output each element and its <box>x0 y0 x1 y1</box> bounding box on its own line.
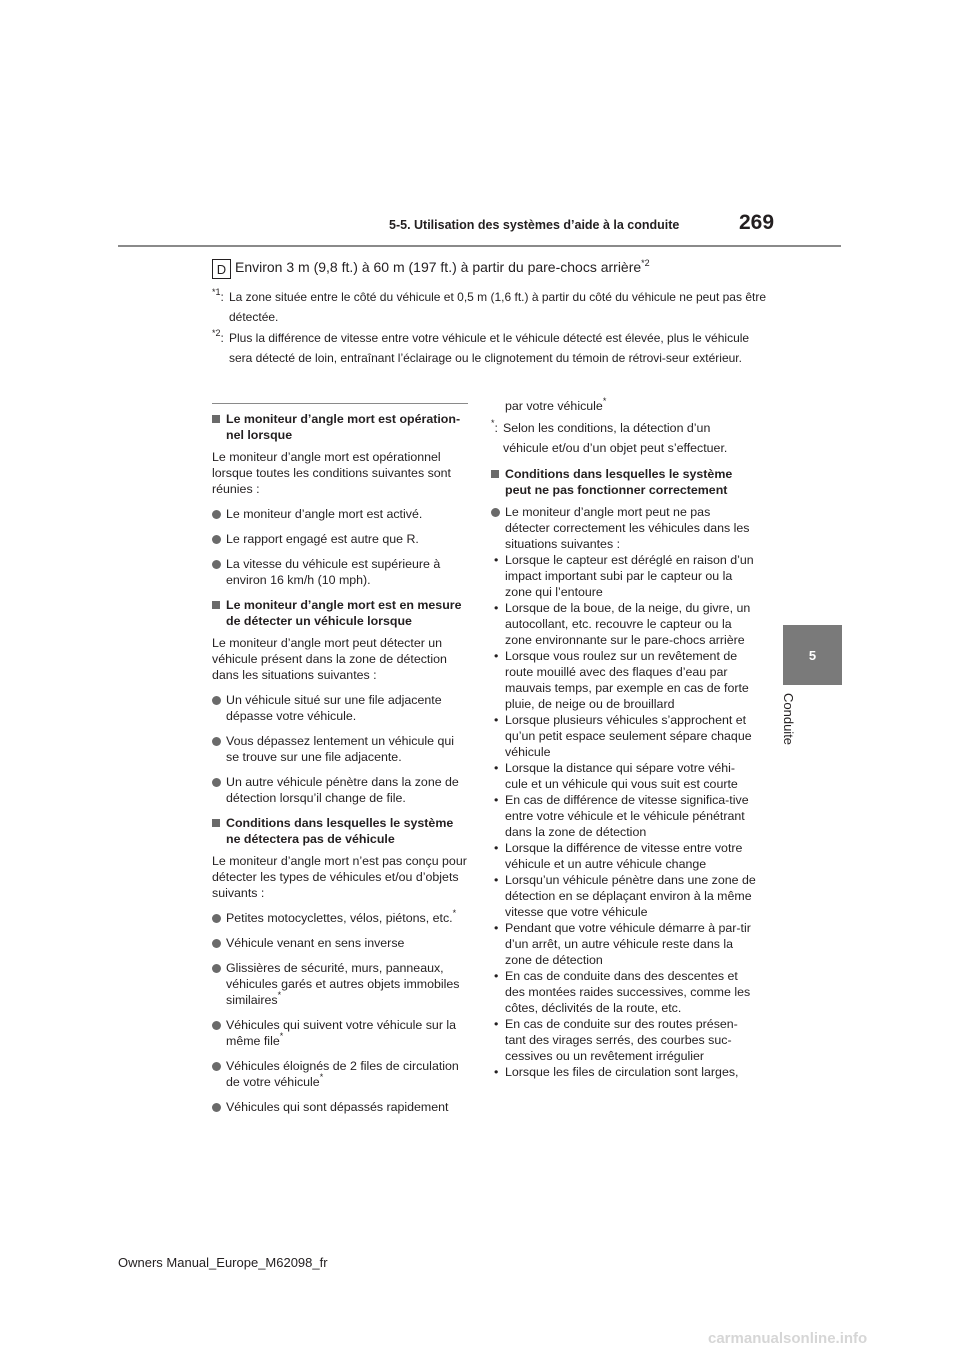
footnote-1: $^{*1}$: La zone située entre le côté du véhicule et 0,5 m (1,6 ft.) à partir du côté du véhicule ne peut pas être détectée. <box>212 287 772 327</box>
square-icon <box>212 601 220 609</box>
sub-bullet-icon: • <box>494 1017 499 1031</box>
sub-list-item: • Lorsque la distance qui sépare votre véhi-cule et un véhicule qui vous suit est courte <box>494 761 738 791</box>
bullet-icon <box>212 535 221 544</box>
list-item: Un véhicule situé sur une file adjacente dépasse votre véhicule. <box>212 692 470 724</box>
bullet-icon <box>212 510 221 519</box>
bullet-icon <box>491 508 500 517</box>
paragraph: Le moniteur d’angle mort est opérationnel lorsque toutes les conditions suivantes sont réunies : <box>212 450 452 496</box>
list-item: Véhicules qui sont dépassés rapidement <box>212 1099 470 1115</box>
bullet-icon <box>212 914 221 923</box>
square-icon <box>212 819 220 827</box>
column-footnote-text: Selon les conditions, la détection d’un véhicule et/ou d’un objet peut s’effectuer. <box>503 421 728 455</box>
sub-bullet-icon: • <box>494 841 499 855</box>
bullet-icon <box>212 939 221 948</box>
chapter-label: Conduite <box>781 693 796 746</box>
sub-bullet-icon: • <box>494 553 499 567</box>
bullet-icon <box>212 696 221 705</box>
chapter-tab[interactable] <box>783 625 842 685</box>
list-item: Un autre véhicule pénètre dans la zone de détection lorsqu’il change de file. <box>212 774 470 806</box>
sub-bullet-icon: • <box>494 873 499 887</box>
paragraph: Le moniteur d’angle mort n’est pas conçu pour détecter les types de véhicules et/ou d’objets suivants : <box>212 854 467 900</box>
sub-list-item: • Lorsque plusieurs véhicules s’approchent et qu’un petit espace seulement sépare chaque véhicule <box>494 713 752 759</box>
list-item: Véhicules qui suivent votre véhicule sur la même file* <box>212 1017 470 1049</box>
bullet-icon <box>212 737 221 746</box>
sub-bullet-icon: • <box>494 969 499 983</box>
continued-text: par votre véhicule* <box>505 396 607 413</box>
sub-bullet-icon: • <box>494 1065 499 1079</box>
square-icon <box>212 415 220 423</box>
sub-list-item: • En cas de différence de vitesse significa-tive entre votre véhicule et le véhicule pénétrant dans la zone de détection <box>494 793 749 839</box>
list-item: Le moniteur d’angle mort peut ne pas détecter correctement les véhicules dans les situations suivantes : <box>491 504 756 552</box>
sub-list-item: • Lorsque de la boue, de la neige, du givre, un autocollant, etc. recouvre le capteur ou la zone environnante sur le pare-chocs arrière <box>494 601 751 647</box>
sub-bullet-icon: • <box>494 921 499 935</box>
sub-bullet-icon: • <box>494 713 499 727</box>
sub-list-item: • En cas de conduite dans des descentes et des montées raides successives, comme les côtes, déclivités de la route, etc. <box>494 969 751 1015</box>
footnote-mark: *1 <box>212 287 221 297</box>
bullet-icon <box>212 560 221 569</box>
sub-bullet-icon: • <box>494 601 499 615</box>
footnote-2: $^{*2}$: Plus la différence de vitesse entre votre véhicule et le véhicule détecté est élevée, plus le véhicule sera détecté de loin, entraînant l’éclairage ou le clignotement du témoin de rétrovi-seur extérieur. <box>212 328 772 368</box>
footnote-mark: *2 <box>212 328 221 338</box>
section-heading: Le moniteur d’angle mort est opération-nel lorsque <box>212 411 470 443</box>
item-d-letter: D <box>216 261 227 277</box>
item-d-description: Environ 3 m (9,8 ft.) à 60 m (197 ft.) à partir du pare-chocs arrière <box>235 259 642 275</box>
bullet-icon <box>212 1103 221 1112</box>
footnote-text: La zone située entre le côté du véhicule et 0,5 m (1,6 ft.) à partir du côté du véhicule ne peut pas être détectée. <box>229 290 766 324</box>
header-divider <box>118 245 841 247</box>
sub-list-item: • Lorsque le capteur est déréglé en raison d’un impact important subi par le capteur ou la zone qui l’entoure <box>494 553 754 599</box>
square-icon <box>491 470 499 478</box>
list-item: Petites motocyclettes, vélos, piétons, etc.* <box>212 910 470 926</box>
section-heading: Le moniteur d’angle mort est en mesure de détecter un véhicule lorsque <box>212 597 470 629</box>
paragraph: Le moniteur d’angle mort peut détecter un véhicule présent dans la zone de détection dans les situations suivantes : <box>212 636 447 682</box>
sub-bullet-icon: • <box>494 761 499 775</box>
sub-list-item: • En cas de conduite sur des routes présen-tant des virages serrés, des courbes suc-cessives ou un revêtement irrégulier <box>494 1017 738 1063</box>
bullet-icon <box>212 964 221 973</box>
page-number: 269 <box>739 211 775 234</box>
sub-list <box>491 552 756 1080</box>
sub-list-item: • Lorsque vous roulez sur un revêtement de route mouillé avec des flaques d’eau par mauvais temps, par exemple en cas de forte pluie, de neige ou de brouillard <box>494 649 749 711</box>
section-title: 5-5. Utilisation des systèmes d’aide à la conduite <box>389 218 680 232</box>
list-item: Véhicules éloignés de 2 files de circulation de votre véhicule* <box>212 1058 470 1090</box>
bullet-icon <box>212 1062 221 1071</box>
list-item: Glissières de sécurité, murs, panneaux, véhicules garés et autres objets immobiles similaires* <box>212 960 470 1008</box>
sub-list-item: • Lorsque les files de circulation sont larges, <box>494 1065 739 1079</box>
left-column <box>212 411 470 1124</box>
sub-list-item: • Lorsqu’un véhicule pénètre dans une zone de détection en se déplaçant environ à la même vitesse que votre véhicule <box>494 873 756 919</box>
list-item: Vous dépassez lentement un véhicule qui se trouve sur une file adjacente. <box>212 733 470 765</box>
list-item: Véhicule venant en sens inverse <box>212 935 470 951</box>
footer-text: Owners Manual_Europe_M62098_fr <box>118 1255 328 1270</box>
list-item: La vitesse du véhicule est supérieure à environ 16 km/h (10 mph). <box>212 556 470 588</box>
watermark: carmanualsonline.info <box>708 1330 868 1347</box>
section-heading: Conditions dans lesquelles le système peut ne pas fonctionner correctement <box>491 466 756 498</box>
item-d-text <box>235 259 650 275</box>
footnote-ref: *2 <box>641 258 650 268</box>
sub-bullet-icon: • <box>494 793 499 807</box>
footnote-text: Plus la différence de vitesse entre votre véhicule et le véhicule détecté est élevée, plus le véhicule sera détecté de loin, entraînant l’éclairage ou le clignotement du témoin de rétrovi-seur extérieur. <box>229 331 750 365</box>
sub-bullet-icon: • <box>494 649 499 663</box>
list-item: Le moniteur d’angle mort est activé. <box>212 506 470 522</box>
right-column <box>491 398 756 1080</box>
list-item: Le rapport engagé est autre que R. <box>212 531 470 547</box>
chapter-number: 5 <box>808 647 817 663</box>
section-heading: Conditions dans lesquelles le système ne détectera pas de véhicule <box>212 815 470 847</box>
bullet-icon <box>212 778 221 787</box>
bullet-icon <box>212 1021 221 1030</box>
column-footnote: *: Selon les conditions, la détection d’un véhicule et/ou d’un objet peut s’effectuer. <box>491 418 728 455</box>
sub-list-item: • Pendant que votre véhicule démarre à par-tir d’un arrêt, un autre véhicule reste dans la zone de détection <box>494 921 751 967</box>
column-divider <box>212 403 468 404</box>
sub-list-item: • Lorsque la différence de vitesse entre votre véhicule et un autre véhicule change <box>494 841 743 871</box>
item-d-marker <box>212 259 231 279</box>
